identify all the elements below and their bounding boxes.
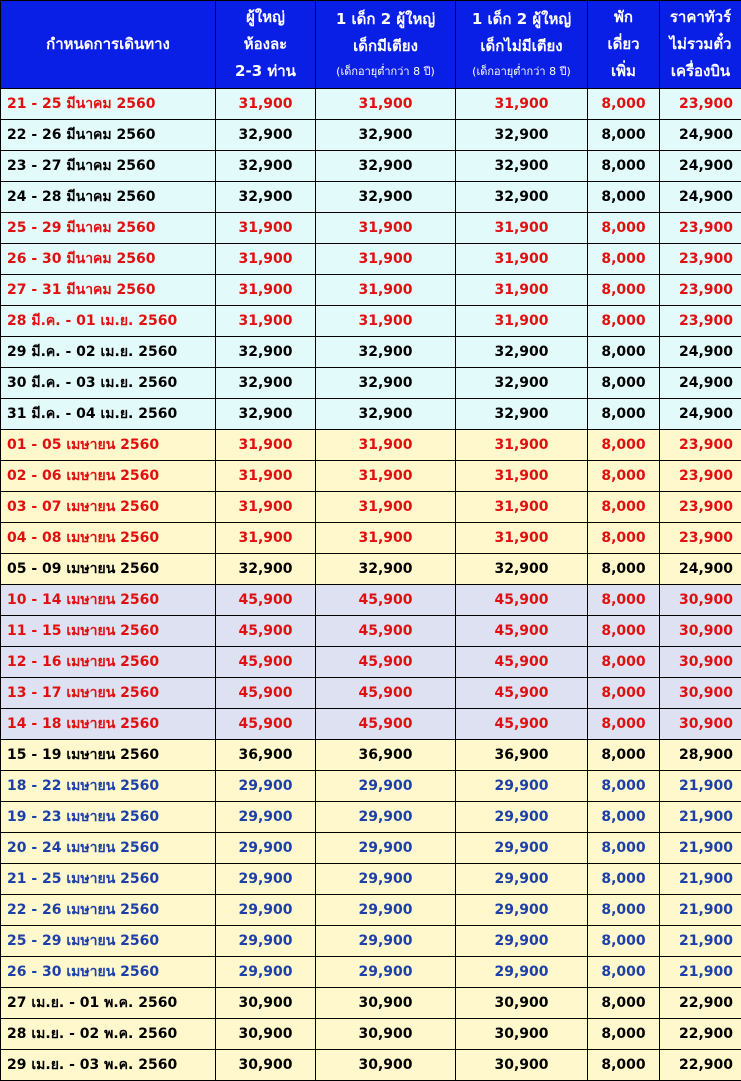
child-bed-price-cell: 31,900 <box>316 461 456 492</box>
no-ticket-price-cell: 24,900 <box>660 151 741 182</box>
adult-price-cell: 32,900 <box>216 337 316 368</box>
child-bed-price-cell: 29,900 <box>316 957 456 988</box>
date-cell: 23 - 27 มีนาคม 2560 <box>1 151 216 182</box>
date-cell: 28 เม.ย. - 02 พ.ค. 2560 <box>1 1019 216 1050</box>
child-nobed-price-cell: 32,900 <box>456 120 588 151</box>
child-bed-price-cell: 29,900 <box>316 864 456 895</box>
table-row <box>1 709 741 740</box>
adult-price-cell: 29,900 <box>216 802 316 833</box>
single-supplement-cell: 8,000 <box>588 895 660 926</box>
single-supplement-cell: 8,000 <box>588 647 660 678</box>
adult-price-cell: 32,900 <box>216 368 316 399</box>
no-ticket-price-cell: 30,900 <box>660 678 741 709</box>
table-row <box>1 399 741 430</box>
child-bed-price-cell: 45,900 <box>316 709 456 740</box>
date-cell: 22 - 26 เมษายน 2560 <box>1 895 216 926</box>
table-row <box>1 430 741 461</box>
date-cell: 19 - 23 เมษายน 2560 <box>1 802 216 833</box>
single-supplement-cell: 8,000 <box>588 492 660 523</box>
single-supplement-cell: 8,000 <box>588 864 660 895</box>
single-supplement-cell: 8,000 <box>588 988 660 1019</box>
date-cell: 26 - 30 เมษายน 2560 <box>1 957 216 988</box>
adult-price-cell: 45,900 <box>216 647 316 678</box>
no-ticket-price-cell: 30,900 <box>660 709 741 740</box>
table-row <box>1 523 741 554</box>
no-ticket-price-cell: 21,900 <box>660 802 741 833</box>
adult-price-cell: 31,900 <box>216 492 316 523</box>
child-nobed-price-cell: 29,900 <box>456 957 588 988</box>
date-cell: 26 - 30 มีนาคม 2560 <box>1 244 216 275</box>
adult-price-cell: 29,900 <box>216 864 316 895</box>
no-ticket-price-cell: 24,900 <box>660 182 741 213</box>
child-bed-price-cell: 31,900 <box>316 523 456 554</box>
date-cell: 13 - 17 เมษายน 2560 <box>1 678 216 709</box>
single-supplement-cell: 8,000 <box>588 833 660 864</box>
adult-price-cell: 45,900 <box>216 585 316 616</box>
header-date: กำหนดการเดินทาง <box>1 1 216 89</box>
child-bed-price-cell: 32,900 <box>316 182 456 213</box>
no-ticket-price-cell: 23,900 <box>660 523 741 554</box>
no-ticket-price-cell: 23,900 <box>660 213 741 244</box>
adult-price-cell: 32,900 <box>216 151 316 182</box>
single-supplement-cell: 8,000 <box>588 678 660 709</box>
child-nobed-price-cell: 29,900 <box>456 895 588 926</box>
single-supplement-cell: 8,000 <box>588 554 660 585</box>
header-row <box>1 1 741 89</box>
date-cell: 29 มี.ค. - 02 เม.ย. 2560 <box>1 337 216 368</box>
child-bed-price-cell: 31,900 <box>316 213 456 244</box>
child-bed-price-cell: 30,900 <box>316 1050 456 1081</box>
date-cell: 29 เม.ย. - 03 พ.ค. 2560 <box>1 1050 216 1081</box>
adult-price-cell: 45,900 <box>216 616 316 647</box>
date-cell: 21 - 25 มีนาคม 2560 <box>1 89 216 120</box>
child-bed-price-cell: 36,900 <box>316 740 456 771</box>
child-nobed-price-cell: 29,900 <box>456 771 588 802</box>
table-row <box>1 1050 741 1081</box>
child-bed-price-cell: 29,900 <box>316 926 456 957</box>
date-cell: 31 มี.ค. - 04 เม.ย. 2560 <box>1 399 216 430</box>
no-ticket-price-cell: 21,900 <box>660 957 741 988</box>
child-nobed-price-cell: 30,900 <box>456 1019 588 1050</box>
child-bed-price-cell: 30,900 <box>316 1019 456 1050</box>
single-supplement-cell: 8,000 <box>588 926 660 957</box>
table-row <box>1 988 741 1019</box>
adult-price-cell: 32,900 <box>216 399 316 430</box>
adult-price-cell: 30,900 <box>216 1019 316 1050</box>
single-supplement-cell: 8,000 <box>588 275 660 306</box>
child-nobed-price-cell: 31,900 <box>456 430 588 461</box>
adult-price-cell: 29,900 <box>216 833 316 864</box>
table-body <box>1 89 741 1081</box>
child-bed-price-cell: 30,900 <box>316 988 456 1019</box>
child-bed-price-cell: 32,900 <box>316 337 456 368</box>
single-supplement-cell: 8,000 <box>588 1019 660 1050</box>
no-ticket-price-cell: 24,900 <box>660 399 741 430</box>
no-ticket-price-cell: 23,900 <box>660 306 741 337</box>
no-ticket-price-cell: 23,900 <box>660 461 741 492</box>
child-bed-price-cell: 29,900 <box>316 833 456 864</box>
table-row <box>1 740 741 771</box>
no-ticket-price-cell: 23,900 <box>660 244 741 275</box>
table-row <box>1 802 741 833</box>
adult-price-cell: 31,900 <box>216 244 316 275</box>
no-ticket-price-cell: 23,900 <box>660 492 741 523</box>
table-row <box>1 895 741 926</box>
single-supplement-cell: 8,000 <box>588 709 660 740</box>
date-cell: 24 - 28 มีนาคม 2560 <box>1 182 216 213</box>
child-nobed-price-cell: 30,900 <box>456 988 588 1019</box>
header-child-no-bed: 1 เด็ก 2 ผู้ใหญ่ เด็กไม่มีเตียง (เด็กอายุต่ำกว่า 8 ปี) <box>456 1 588 89</box>
child-bed-price-cell: 31,900 <box>316 306 456 337</box>
date-cell: 27 - 31 มีนาคม 2560 <box>1 275 216 306</box>
no-ticket-price-cell: 24,900 <box>660 120 741 151</box>
single-supplement-cell: 8,000 <box>588 368 660 399</box>
child-nobed-price-cell: 45,900 <box>456 709 588 740</box>
adult-price-cell: 30,900 <box>216 1050 316 1081</box>
child-nobed-price-cell: 45,900 <box>456 585 588 616</box>
no-ticket-price-cell: 22,900 <box>660 988 741 1019</box>
table-row <box>1 492 741 523</box>
child-nobed-price-cell: 31,900 <box>456 244 588 275</box>
single-supplement-cell: 8,000 <box>588 430 660 461</box>
child-bed-price-cell: 45,900 <box>316 616 456 647</box>
child-nobed-price-cell: 30,900 <box>456 1050 588 1081</box>
table-row <box>1 678 741 709</box>
single-supplement-cell: 8,000 <box>588 957 660 988</box>
no-ticket-price-cell: 24,900 <box>660 368 741 399</box>
adult-price-cell: 29,900 <box>216 957 316 988</box>
adult-price-cell: 45,900 <box>216 709 316 740</box>
child-nobed-price-cell: 31,900 <box>456 461 588 492</box>
child-nobed-price-cell: 31,900 <box>456 306 588 337</box>
date-cell: 12 - 16 เมษายน 2560 <box>1 647 216 678</box>
no-ticket-price-cell: 30,900 <box>660 647 741 678</box>
adult-price-cell: 30,900 <box>216 988 316 1019</box>
table-row <box>1 554 741 585</box>
adult-price-cell: 32,900 <box>216 182 316 213</box>
no-ticket-price-cell: 24,900 <box>660 554 741 585</box>
table-row <box>1 864 741 895</box>
header-child-with-bed: 1 เด็ก 2 ผู้ใหญ่ เด็กมีเตียง (เด็กอายุต่ำกว่า 8 ปี) <box>316 1 456 89</box>
adult-price-cell: 32,900 <box>216 554 316 585</box>
table-row <box>1 244 741 275</box>
child-bed-price-cell: 29,900 <box>316 895 456 926</box>
child-nobed-price-cell: 31,900 <box>456 89 588 120</box>
child-nobed-price-cell: 29,900 <box>456 864 588 895</box>
no-ticket-price-cell: 22,900 <box>660 1019 741 1050</box>
date-cell: 20 - 24 เมษายน 2560 <box>1 833 216 864</box>
table-row <box>1 306 741 337</box>
child-bed-price-cell: 32,900 <box>316 120 456 151</box>
single-supplement-cell: 8,000 <box>588 616 660 647</box>
date-cell: 30 มี.ค. - 03 เม.ย. 2560 <box>1 368 216 399</box>
no-ticket-price-cell: 24,900 <box>660 337 741 368</box>
no-ticket-price-cell: 23,900 <box>660 430 741 461</box>
single-supplement-cell: 8,000 <box>588 337 660 368</box>
header-single-supplement: พัก เดี่ยว เพิ่ม <box>588 1 660 89</box>
no-ticket-price-cell: 21,900 <box>660 895 741 926</box>
header-price-without-ticket: ราคาทัวร์ ไม่รวมตั๋ว เครื่องบิน <box>660 1 741 89</box>
adult-price-cell: 31,900 <box>216 213 316 244</box>
child-nobed-price-cell: 31,900 <box>456 492 588 523</box>
child-nobed-price-cell: 45,900 <box>456 647 588 678</box>
child-nobed-price-cell: 32,900 <box>456 337 588 368</box>
child-nobed-price-cell: 32,900 <box>456 399 588 430</box>
adult-price-cell: 29,900 <box>216 771 316 802</box>
single-supplement-cell: 8,000 <box>588 89 660 120</box>
adult-price-cell: 31,900 <box>216 306 316 337</box>
single-supplement-cell: 8,000 <box>588 1050 660 1081</box>
table-row <box>1 337 741 368</box>
table-row <box>1 213 741 244</box>
adult-price-cell: 31,900 <box>216 461 316 492</box>
table-row <box>1 275 741 306</box>
date-cell: 25 - 29 มีนาคม 2560 <box>1 213 216 244</box>
child-bed-price-cell: 31,900 <box>316 275 456 306</box>
no-ticket-price-cell: 21,900 <box>660 864 741 895</box>
date-cell: 15 - 19 เมษายน 2560 <box>1 740 216 771</box>
child-bed-price-cell: 31,900 <box>316 430 456 461</box>
date-cell: 05 - 09 เมษายน 2560 <box>1 554 216 585</box>
child-nobed-price-cell: 32,900 <box>456 151 588 182</box>
single-supplement-cell: 8,000 <box>588 120 660 151</box>
no-ticket-price-cell: 22,900 <box>660 1050 741 1081</box>
child-nobed-price-cell: 29,900 <box>456 926 588 957</box>
table-row <box>1 771 741 802</box>
table-row <box>1 616 741 647</box>
date-cell: 11 - 15 เมษายน 2560 <box>1 616 216 647</box>
child-bed-price-cell: 31,900 <box>316 492 456 523</box>
child-nobed-price-cell: 31,900 <box>456 523 588 554</box>
child-bed-price-cell: 32,900 <box>316 368 456 399</box>
date-cell: 04 - 08 เมษายน 2560 <box>1 523 216 554</box>
child-bed-price-cell: 45,900 <box>316 647 456 678</box>
table-row <box>1 368 741 399</box>
date-cell: 14 - 18 เมษายน 2560 <box>1 709 216 740</box>
date-cell: 25 - 29 เมษายน 2560 <box>1 926 216 957</box>
table-row <box>1 585 741 616</box>
table-row <box>1 120 741 151</box>
no-ticket-price-cell: 21,900 <box>660 926 741 957</box>
table-row <box>1 461 741 492</box>
adult-price-cell: 36,900 <box>216 740 316 771</box>
child-bed-price-cell: 32,900 <box>316 554 456 585</box>
adult-price-cell: 31,900 <box>216 430 316 461</box>
table-row <box>1 926 741 957</box>
date-cell: 21 - 25 เมษายน 2560 <box>1 864 216 895</box>
child-nobed-price-cell: 45,900 <box>456 678 588 709</box>
child-nobed-price-cell: 31,900 <box>456 213 588 244</box>
child-bed-price-cell: 31,900 <box>316 89 456 120</box>
child-bed-price-cell: 29,900 <box>316 802 456 833</box>
no-ticket-price-cell: 23,900 <box>660 275 741 306</box>
single-supplement-cell: 8,000 <box>588 182 660 213</box>
child-nobed-price-cell: 36,900 <box>456 740 588 771</box>
no-ticket-price-cell: 30,900 <box>660 616 741 647</box>
date-cell: 18 - 22 เมษายน 2560 <box>1 771 216 802</box>
child-nobed-price-cell: 32,900 <box>456 182 588 213</box>
single-supplement-cell: 8,000 <box>588 523 660 554</box>
single-supplement-cell: 8,000 <box>588 585 660 616</box>
single-supplement-cell: 8,000 <box>588 802 660 833</box>
adult-price-cell: 31,900 <box>216 523 316 554</box>
single-supplement-cell: 8,000 <box>588 740 660 771</box>
single-supplement-cell: 8,000 <box>588 151 660 182</box>
table-row <box>1 182 741 213</box>
adult-price-cell: 29,900 <box>216 926 316 957</box>
single-supplement-cell: 8,000 <box>588 306 660 337</box>
no-ticket-price-cell: 21,900 <box>660 833 741 864</box>
date-cell: 01 - 05 เมษายน 2560 <box>1 430 216 461</box>
table-row <box>1 151 741 182</box>
single-supplement-cell: 8,000 <box>588 461 660 492</box>
date-cell: 27 เม.ย. - 01 พ.ค. 2560 <box>1 988 216 1019</box>
date-cell: 02 - 06 เมษายน 2560 <box>1 461 216 492</box>
adult-price-cell: 45,900 <box>216 678 316 709</box>
adult-price-cell: 31,900 <box>216 89 316 120</box>
child-nobed-price-cell: 32,900 <box>456 368 588 399</box>
child-bed-price-cell: 32,900 <box>316 151 456 182</box>
adult-price-cell: 32,900 <box>216 120 316 151</box>
child-bed-price-cell: 31,900 <box>316 244 456 275</box>
child-bed-price-cell: 29,900 <box>316 771 456 802</box>
table-row <box>1 1019 741 1050</box>
no-ticket-price-cell: 21,900 <box>660 771 741 802</box>
single-supplement-cell: 8,000 <box>588 213 660 244</box>
child-nobed-price-cell: 29,900 <box>456 802 588 833</box>
table-row <box>1 833 741 864</box>
child-nobed-price-cell: 32,900 <box>456 554 588 585</box>
no-ticket-price-cell: 30,900 <box>660 585 741 616</box>
header-adult-price: ผู้ใหญ่ ห้องละ 2-3 ท่าน <box>216 1 316 89</box>
table-row <box>1 647 741 678</box>
date-cell: 22 - 26 มีนาคม 2560 <box>1 120 216 151</box>
date-cell: 28 มี.ค. - 01 เม.ย. 2560 <box>1 306 216 337</box>
child-nobed-price-cell: 29,900 <box>456 833 588 864</box>
no-ticket-price-cell: 28,900 <box>660 740 741 771</box>
child-nobed-price-cell: 45,900 <box>456 616 588 647</box>
single-supplement-cell: 8,000 <box>588 244 660 275</box>
adult-price-cell: 31,900 <box>216 275 316 306</box>
table-row <box>1 89 741 120</box>
date-cell: 03 - 07 เมษายน 2560 <box>1 492 216 523</box>
child-bed-price-cell: 45,900 <box>316 678 456 709</box>
no-ticket-price-cell: 23,900 <box>660 89 741 120</box>
single-supplement-cell: 8,000 <box>588 771 660 802</box>
child-bed-price-cell: 45,900 <box>316 585 456 616</box>
date-cell: 10 - 14 เมษายน 2560 <box>1 585 216 616</box>
adult-price-cell: 29,900 <box>216 895 316 926</box>
table-row <box>1 957 741 988</box>
child-bed-price-cell: 32,900 <box>316 399 456 430</box>
child-nobed-price-cell: 31,900 <box>456 275 588 306</box>
single-supplement-cell: 8,000 <box>588 399 660 430</box>
